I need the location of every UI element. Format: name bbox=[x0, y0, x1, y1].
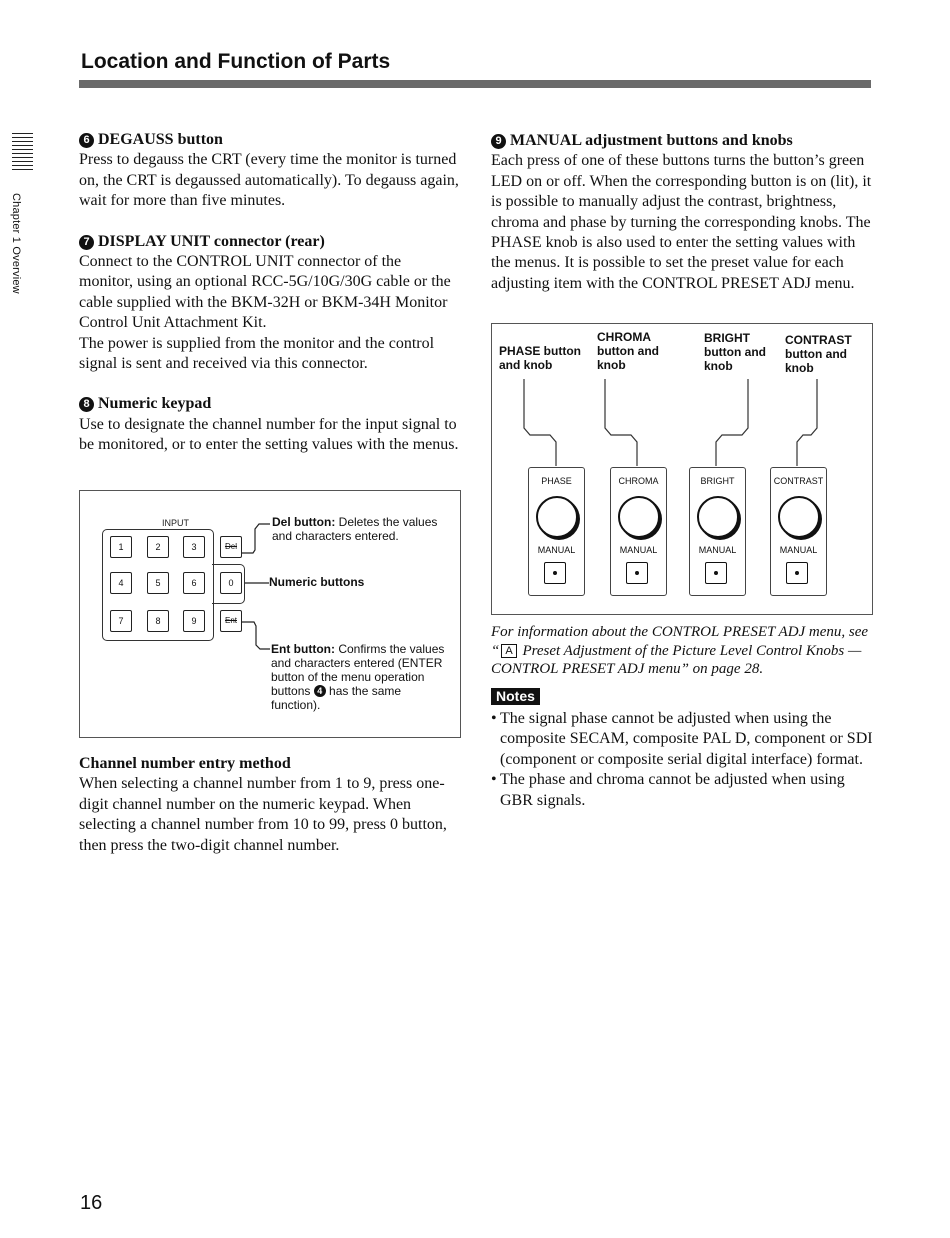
key-8[interactable]: 8 bbox=[147, 610, 169, 632]
contrast-module-label: CONTRAST bbox=[773, 476, 824, 486]
key-4[interactable]: 4 bbox=[110, 572, 132, 594]
key-ent[interactable]: Ent bbox=[220, 610, 242, 632]
key-3[interactable]: 3 bbox=[183, 536, 205, 558]
item-number-badge: 4 bbox=[314, 685, 326, 697]
manual-label: MANUAL bbox=[537, 545, 576, 555]
contrast-knob[interactable] bbox=[778, 496, 820, 538]
bright-module bbox=[689, 467, 746, 596]
page-number: 16 bbox=[80, 1192, 103, 1214]
chapter-tab-marker bbox=[12, 133, 33, 170]
section-8-title: 8 Numeric keypad bbox=[79, 394, 459, 414]
contrast-manual-button[interactable] bbox=[786, 562, 808, 584]
bright-knob[interactable] bbox=[697, 496, 739, 538]
manual-label: MANUAL bbox=[698, 545, 737, 555]
section-8-text: Use to designate the channel number for the input signal to be monitored, or to enter the setting values with the menus. bbox=[79, 415, 459, 454]
chroma-knob[interactable] bbox=[618, 496, 660, 538]
see-reference: For information about the CONTROL PRESET ADJ menu, see “ A Preset Adjustment of the Picture Level Control Knobs — CONTROL PRESET ADJ menu” on page 28. bbox=[491, 624, 869, 677]
section-6-title: 6 DEGAUSS button bbox=[79, 130, 459, 150]
key-9[interactable]: 9 bbox=[183, 610, 205, 632]
numeric-keypad-figure bbox=[79, 490, 461, 738]
key-5[interactable]: 5 bbox=[147, 572, 169, 594]
chroma-manual-button[interactable] bbox=[626, 562, 648, 584]
phase-callout-label: PHASE button and knob bbox=[499, 344, 581, 372]
key-0[interactable]: 0 bbox=[220, 572, 242, 594]
phase-manual-button[interactable] bbox=[544, 562, 566, 584]
key-2[interactable]: 2 bbox=[147, 536, 169, 558]
key-1[interactable]: 1 bbox=[110, 536, 132, 558]
chroma-callout-label: CHROMA button and knob bbox=[597, 330, 659, 372]
section-A-box: A bbox=[501, 644, 516, 658]
notes-list bbox=[491, 709, 876, 811]
chapter-label: Chapter 1 Overview bbox=[10, 193, 22, 294]
section-9-text: Each press of one of these buttons turns the button’s green LED on or off. When the corresponding button is on (lit), it is possible to manually adjust the contrast, brightness, chroma and phase by turning the corresponding knobs. The PHASE knob is also used to enter the setting values with the menus. It is possible to set the preset value for each adjusting item with the CONTROL PRESET ADJ menu. bbox=[491, 152, 872, 292]
del-button-callout: Del button: Deletes the values and characters entered. bbox=[272, 515, 438, 543]
contrast-module bbox=[770, 467, 827, 596]
channel-entry-section bbox=[79, 754, 463, 856]
note-item: • The signal phase cannot be adjusted when using the composite SECAM, composite PAL D, component or SDI (component or composite serial digital interface) format. bbox=[491, 709, 876, 770]
phase-module bbox=[528, 467, 585, 596]
input-label: INPUT bbox=[162, 518, 189, 528]
bright-module-label: BRIGHT bbox=[700, 476, 735, 486]
right-column bbox=[491, 131, 873, 294]
section-7-text-power: The power is supplied from the monitor and the control signal is sent and received via this connector. bbox=[79, 334, 435, 373]
phase-module-label: PHASE bbox=[541, 476, 572, 486]
numeric-buttons-callout: Numeric buttons bbox=[269, 575, 365, 589]
item-number-badge: 7 bbox=[79, 235, 94, 250]
chroma-module bbox=[610, 467, 667, 596]
section-9-title: 9 MANUAL adjustment buttons and knobs bbox=[491, 131, 873, 151]
section-6-text: Press to degauss the CRT (every time the monitor is turned on, the CRT is degaussed automatically). To degauss again, wait for more than five minutes. bbox=[79, 151, 459, 210]
key-6[interactable]: 6 bbox=[183, 572, 205, 594]
contrast-callout-label: CONTRAST button and knob bbox=[785, 333, 852, 375]
ent-button-callout: Ent button: Confirms the values and characters entered (ENTER button of the menu operation buttons 4 has the same function). bbox=[271, 642, 445, 712]
channel-entry-text: When selecting a channel number from 1 to 9, press one-digit channel number on the numeric keypad. When selecting a channel number from 10 to 99, press 0 button, then press the two-digit channel number. bbox=[79, 775, 447, 854]
bright-manual-button[interactable] bbox=[705, 562, 727, 584]
phase-knob[interactable] bbox=[536, 496, 578, 538]
manual-label: MANUAL bbox=[779, 545, 818, 555]
left-column bbox=[79, 130, 459, 456]
channel-entry-title: Channel number entry method bbox=[79, 755, 291, 772]
key-del[interactable]: Del bbox=[220, 536, 242, 558]
item-number-badge: 9 bbox=[491, 134, 506, 149]
section-7-text: Connect to the CONTROL UNIT connector of the monitor, using an optional RCC-5G/10G/30G cable or the cable supplied with the BKM-32H or BKM-34H Monitor Control Unit Attachment Kit. bbox=[79, 253, 451, 332]
note-item: • The phase and chroma cannot be adjusted when using GBR signals. bbox=[491, 770, 876, 811]
manual-adjustment-figure bbox=[491, 323, 873, 615]
notes-badge: Notes bbox=[491, 688, 540, 705]
key-7[interactable]: 7 bbox=[110, 610, 132, 632]
item-number-badge: 6 bbox=[79, 133, 94, 148]
page-header-title: Location and Function of Parts bbox=[81, 50, 391, 73]
section-7-title: 7 DISPLAY UNIT connector (rear) bbox=[79, 232, 459, 252]
item-number-badge: 8 bbox=[79, 397, 94, 412]
manual-label: MANUAL bbox=[619, 545, 658, 555]
bright-callout-label: BRIGHT button and knob bbox=[704, 331, 766, 373]
chroma-module-label: CHROMA bbox=[618, 476, 659, 486]
header-rule bbox=[79, 80, 871, 88]
